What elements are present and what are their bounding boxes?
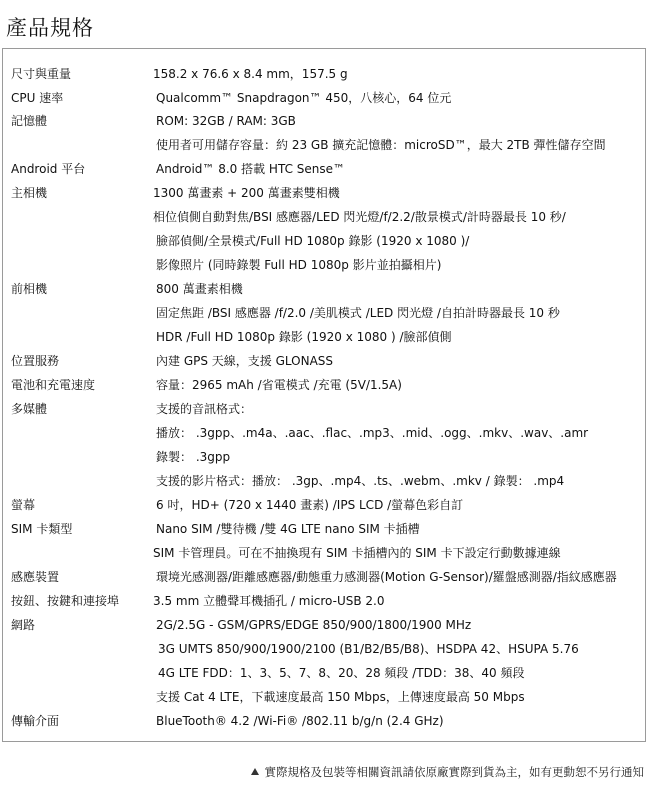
spec-label: 按鈕、按鍵和連接埠 xyxy=(11,594,120,608)
spec-value: 臉部偵側/全景模式/Full HD 1080p 錄影 (1920 x 1080 )/ xyxy=(156,234,470,248)
spec-value: 支援的音訊格式： xyxy=(156,402,253,416)
spec-value: HDR /Full HD 1080p 錄影 (1920 x 1080 ) /臉部偵側 xyxy=(156,330,452,344)
spec-value: 影像照片 (同時錄製 Full HD 1080p 影片並拍攝相片) xyxy=(156,258,442,272)
spec-label: 尺寸與重量 xyxy=(11,67,72,81)
spec-value: 158.2 x 76.6 x 8.4 mm，157.5 g xyxy=(153,67,348,81)
spec-value: Android™ 8.0 搭載 HTC Sense™ xyxy=(156,162,346,176)
spec-value: 使用者可用儲存容量：約 23 GB 擴充記憶體：microSD™，最大 2TB 彈性儲存空間 xyxy=(156,138,606,152)
footer-note xyxy=(251,764,645,780)
triangle-up-icon xyxy=(251,768,259,775)
spec-value: 錄製： .3gpp xyxy=(156,450,231,464)
spec-value: ROM: 32GB / RAM: 3GB xyxy=(156,114,296,128)
spec-value: 3G UMTS 850/900/1900/2100 (B1/B2/B5/B8)、HSDPA 42、HSUPA 5.76 xyxy=(158,642,579,656)
spec-label: Android 平台 xyxy=(11,162,86,176)
page-title: 產品規格 xyxy=(6,16,94,40)
spec-label: 網路 xyxy=(11,618,36,632)
spec-value: 固定焦距 /BSI 感應器 /f/2.0 /美肌模式 /LED 閃光燈 /自拍計時器最長 10 秒 xyxy=(156,306,560,320)
spec-label: 主相機 xyxy=(11,186,48,200)
spec-value: 3.5 mm 立體聲耳機插孔 / micro-USB 2.0 xyxy=(153,594,385,608)
spec-value: BlueTooth® 4.2 /Wi-Fi® /802.11 b/g/n (2.4 GHz) xyxy=(156,714,444,728)
spec-value: 2G/2.5G - GSM/GPRS/EDGE 850/900/1800/1900 MHz xyxy=(156,618,472,632)
spec-value: Qualcomm™ Snapdragon™ 450，八核心，64 位元 xyxy=(156,91,452,105)
spec-label: SIM 卡類型 xyxy=(11,522,73,536)
spec-table xyxy=(2,48,646,742)
spec-value: 1300 萬畫素 + 200 萬畫素雙相機 xyxy=(153,186,340,200)
spec-value: 容量：2965 mAh /省電模式 /充電 (5V/1.5A) xyxy=(156,378,402,392)
spec-value: 環境光感測器/距離感應器/動態重力感測器(Motion G-Sensor)/羅盤感測器/指紋感應器 xyxy=(156,570,617,584)
spec-value: 800 萬畫素相機 xyxy=(156,282,243,296)
spec-value: 支援的影片格式：播放： .3gp、.mp4、.ts、.webm、.mkv / 錄製： .mp4 xyxy=(156,474,565,488)
spec-value: 播放： .3gpp、.m4a、.aac、.flac、.mp3、.mid、.ogg、.mkv、.wav、.amr xyxy=(156,426,589,440)
spec-value: SIM 卡管理員。可在不抽換現有 SIM 卡插槽內的 SIM 卡下設定行動數據連線 xyxy=(153,546,561,560)
spec-label: 感應裝置 xyxy=(11,570,60,584)
spec-value: 6 吋，HD+ (720 x 1440 畫素) /IPS LCD /螢幕色彩自訂 xyxy=(156,498,464,512)
spec-value: 4G LTE FDD：1、3、5、7、8、20、28 頻段 /TDD：38、40 頻段 xyxy=(158,666,525,680)
spec-value: Nano SIM /雙待機 /雙 4G LTE nano SIM 卡插槽 xyxy=(156,522,420,536)
spec-value: 相位偵側自動對焦/BSI 感應器/LED 閃光燈/f/2.2/散景模式/計時器最長 10 秒/ xyxy=(153,210,566,224)
spec-label: CPU 速率 xyxy=(11,91,64,105)
spec-label: 電池和充電速度 xyxy=(11,378,96,392)
spec-label: 位置服務 xyxy=(11,354,60,368)
spec-label: 傳輸介面 xyxy=(11,714,60,728)
spec-label: 多媒體 xyxy=(11,402,48,416)
footer-note-text: 實際規格及包裝等相關資訊請依原廠實際到貨為主，如有更動恕不另行通知 xyxy=(264,765,644,779)
spec-label: 螢幕 xyxy=(11,498,36,512)
spec-value: 支援 Cat 4 LTE，下載速度最高 150 Mbps，上傳速度最高 50 Mbps xyxy=(156,690,525,704)
spec-label: 前相機 xyxy=(11,282,48,296)
spec-value: 內建 GPS 天線，支援 GLONASS xyxy=(156,354,334,368)
spec-label: 記憶體 xyxy=(11,114,48,128)
